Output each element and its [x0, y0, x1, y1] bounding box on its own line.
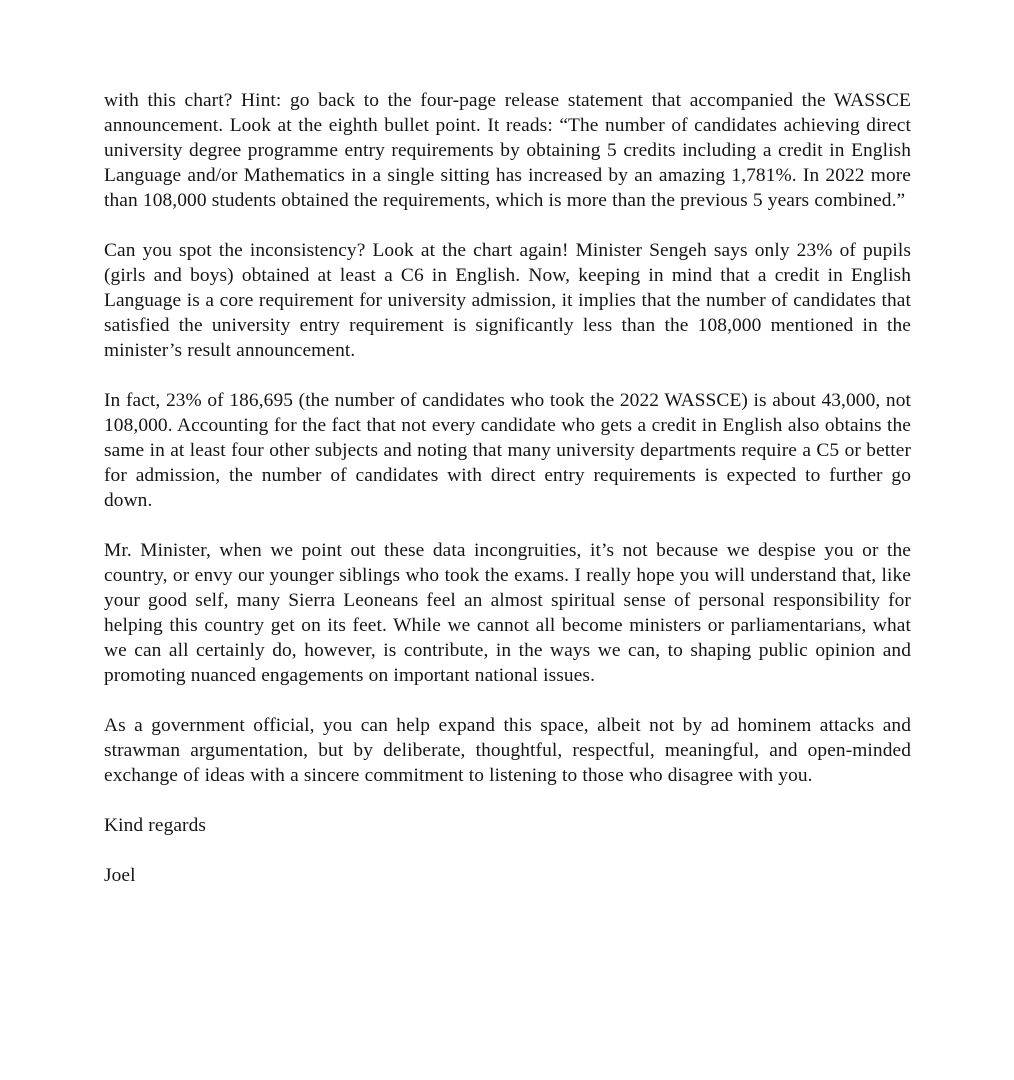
paragraph-1: with this chart? Hint: go back to the four-page release statement that accompanied the WASSCE announcement. Look at the eighth bullet point. It reads: “The number of candidates achieving direct university degree programme entry requirements by obtaining 5 credits including a credit in English Language and/or Mathematics in a single sitting has increased by an amazing 1,781%. In 2022 more than 108,000 students obtained the requirements, which is more than the previous 5 years combined.”	[104, 90, 911, 211]
paragraph-3: In fact, 23% of 186,695 (the number of candidates who took the 2022 WASSCE) is about 43,000, not 108,000. Accounting for the fact that not every candidate who gets a credit in English also obtains the same in at least four other subjects and noting that many university departments require a C5 or better for admission, the number of candidates with direct entry requirements is expected to further go down.	[104, 390, 911, 511]
closing-salutation: Kind regards	[104, 815, 207, 836]
paragraph-4: Mr. Minister, when we point out these data incongruities, it’s not because we despise you or the country, or envy our younger siblings who took the exams. I really hope you will understand that, like your good self, many Sierra Leoneans feel an almost spiritual sense of personal responsibility for helping this country get on its feet. While we cannot all become ministers or parliamentarians, what we can all certainly do, however, is contribute, in the ways we can, to shaping public opinion and promoting nuanced engagements on important national issues.	[104, 540, 911, 686]
text-column	[104, 88, 911, 888]
paragraph-2: Can you spot the inconsistency? Look at the chart again! Minister Sengeh says only 23% of pupils (girls and boys) obtained at least a C6 in English. Now, keeping in mind that a credit in English Language is a core requirement for university admission, it implies that the number of candidates that satisfied the university entry requirement is significantly less than the 108,000 mentioned in the minister’s result announcement.	[104, 240, 911, 361]
signature-name: Joel	[104, 865, 136, 886]
paragraph-5: As a government official, you can help expand this space, albeit not by ad hominem attacks and strawman argumentation, but by deliberate, thoughtful, respectful, meaningful, and open-minded exchange of ideas with a sincere commitment to listening to those who disagree with you.	[104, 715, 911, 786]
